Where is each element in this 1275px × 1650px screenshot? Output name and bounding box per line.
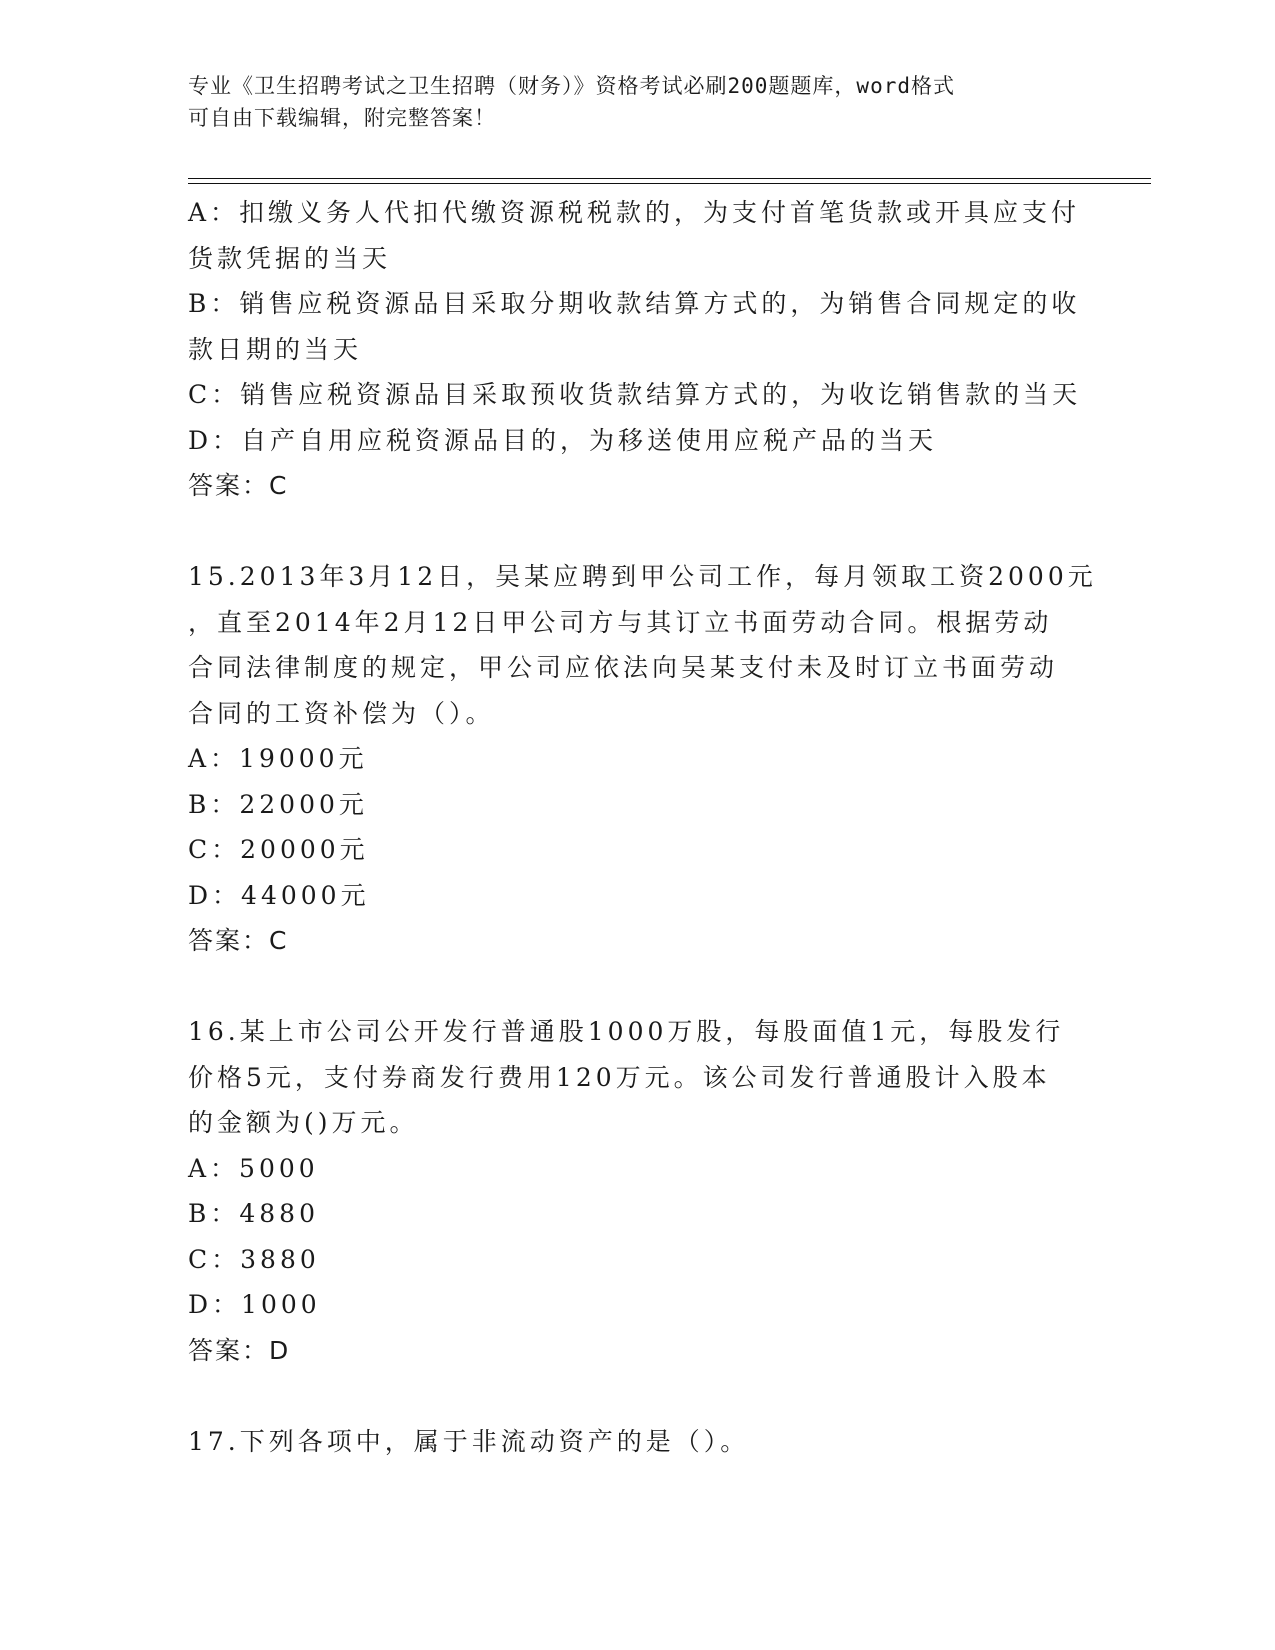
q15-stem-line-4: 合同的工资补偿为（）。: [188, 698, 495, 728]
question-16: [188, 1009, 1088, 1373]
document-header: [188, 70, 1068, 134]
q17-stem-line-1: 17.下列各项中，属于非流动资产的是（）。: [188, 1426, 750, 1456]
header-divider-bottom: [188, 183, 1151, 184]
q16-answer: 答案：D: [188, 1335, 291, 1365]
q14-answer: 答案：C: [188, 471, 289, 500]
question-17: [188, 1419, 1088, 1465]
q15-option-a: A：19000元: [188, 744, 368, 773]
header-line-1: 专业《卫生招聘考试之卫生招聘（财务）》资格考试必刷200题题库，word格式: [188, 74, 955, 98]
q14-option-d: D：自产自用应税资源品目的，为移送使用应税产品的当天: [188, 425, 938, 455]
spacer: [188, 964, 1088, 1010]
q14-option-b-line-1: B：销售应税资源品目采取分期收款结算方式的，为销售合同规定的收: [188, 289, 1081, 318]
spacer: [188, 1373, 1088, 1419]
q15-option-c: C：20000元: [188, 835, 369, 864]
q16-option-c: C：3880: [188, 1244, 320, 1274]
q15-stem-line-3: 合同法律制度的规定，甲公司应依法向吴某支付未及时订立书面劳动: [188, 653, 1059, 682]
q16-stem-line-1: 16.某上市公司公开发行普通股1000万股，每股面值1元，每股发行: [188, 1017, 1065, 1046]
question-15: [188, 554, 1097, 964]
header-divider-top: [188, 178, 1151, 179]
q14-option-a-line-2: 货款凭据的当天: [188, 243, 392, 273]
q15-stem-line-2: ，直至2014年2月12日甲公司方与其订立书面劳动合同。根据劳动: [188, 607, 1053, 637]
q14-option-a-line-1: A：扣缴义务人代扣代缴资源税税款的，为支付首笔货款或开具应支付: [188, 198, 1081, 227]
q16-stem-line-3: 的金额为()万元。: [188, 1108, 419, 1137]
q15-option-b: B：22000元: [188, 789, 368, 819]
q14-option-c: C：销售应税资源品目采取预收货款结算方式的，为收讫销售款的当天: [188, 380, 1082, 409]
question-14-continued: [188, 190, 1088, 509]
q16-stem-line-2: 价格5元，支付券商发行费用120万元。该公司发行普通股计入股本: [188, 1062, 1051, 1092]
q16-option-d: D：1000: [188, 1290, 321, 1319]
q15-option-d: D：44000元: [188, 880, 370, 910]
q15-answer: 答案：C: [188, 926, 289, 955]
document-body: [188, 190, 1097, 1464]
q15-stem-line-1: 15.2013年3月12日，吴某应聘到甲公司工作，每月领取工资2000元: [188, 562, 1097, 591]
q16-option-b: B：4880: [188, 1199, 319, 1228]
header-line-2: 可自由下载编辑，附完整答案！: [188, 106, 496, 130]
q14-option-b-line-2: 款日期的当天: [188, 334, 363, 364]
spacer: [188, 509, 1088, 555]
q16-option-a: A：5000: [188, 1153, 319, 1183]
